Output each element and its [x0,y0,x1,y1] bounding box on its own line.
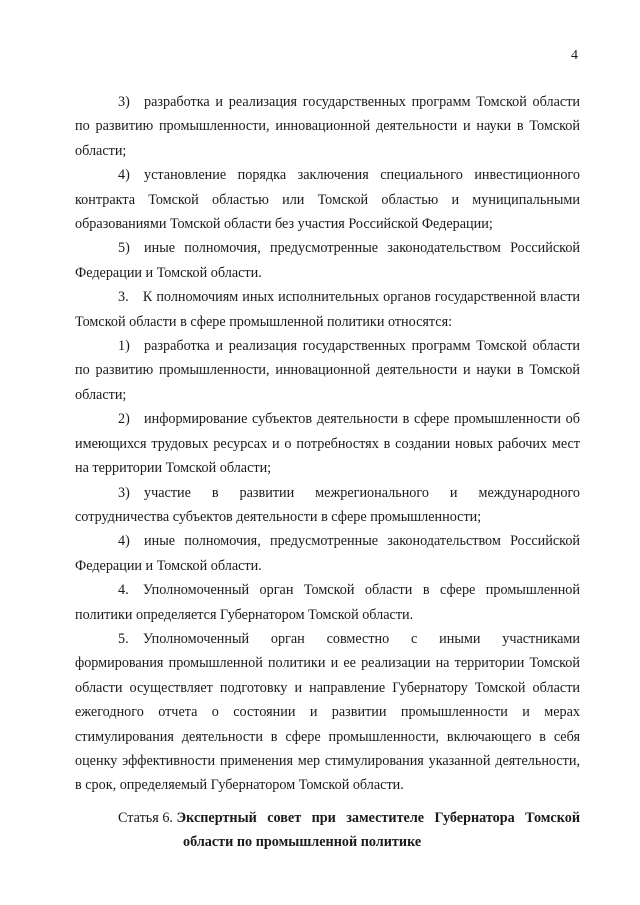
list-item-4-investment-contract: 4) установление порядка заключения специального инвестиционного контракта Томской областью или Томской областью и муниципальными образованиями Томской области без участия Российской Федерации; [75,167,580,233]
clause-4-authorized-body: 4. Уполномоченный орган Томской области в сфере промышленной политики определяется Губернатором Томской области. [75,582,580,623]
list-item-2-informing: 2) информирование субъектов деятельности в сфере промышленности об имеющихся трудовых ресурсах и о потребностях в создании новых рабочих мест на территории Томской области; [75,411,580,477]
list-item-3-state-programs: 3) разработка и реализация государственных программ Томской области по развитию промышленности, инновационной деятельности и науки в Томской области; [75,94,580,159]
clause-3-executive-bodies: 3. К полномочиям иных исполнительных органов государственной власти Томской области в сфере промышленной политики относятся: [75,289,580,330]
list-item-4-other-powers: 4) иные полномочия, предусмотренные законодательством Российской Федерации и Томской области. [75,533,580,574]
clause-5-annual-report: 5. Уполномоченный орган совместно с иными участниками формирования промышленной политики и ее реализации на территории Томской области осуществляет подготовку и направление Губернатору Томской области ежегодного отчета о состоянии и развитии промышленности и мерах стимулирования деятельности в сфере промышленности, включающего в себя оценку эффективности применения мер стимулирования указанной деятельности, в срок, определяемый Губернатором Томской области. [75,630,580,794]
article-label: Статья 6. [118,810,177,826]
page-number: 4 [571,48,578,63]
list-item-5-other-powers: 5) иные полномочия, предусмотренные законодательством Российской Федерации и Томской области. [75,240,580,281]
list-item-1-state-programs: 1) разработка и реализация государственных программ Томской области по развитию промышленности, инновационной деятельности и науки в Томской области; [75,338,580,403]
list-item-3-cooperation: 3) участие в развитии межрегионального и международного сотрудничества субъектов деятельности в сфере промышленности; [75,484,580,525]
article-heading [118,806,580,854]
article-title-line2: области по промышленной политике [183,834,422,850]
article-title-line1: Экспертный совет при заместителе Губернатора Томской [176,810,580,826]
document-body [75,90,580,798]
